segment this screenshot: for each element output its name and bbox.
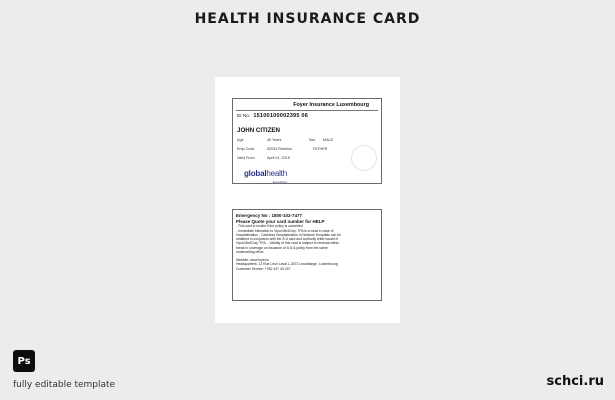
emp-code-label: Emp Code (237, 147, 255, 151)
customer-service: Customer Service: +352 437 43 437 (236, 266, 291, 271)
member-name: JOHN CITIZEN (237, 127, 280, 134)
note-line: break in coverage on issuance of Ä Ä Ä policy from the same (236, 245, 328, 250)
relation-value: FATHER (313, 147, 328, 151)
note-line: obtained in conjuction with the Ä Ä card and Authority letter issued b (236, 237, 339, 241)
website: Website: www.foyer.lu (236, 258, 270, 262)
valid-from-value: April 01, 2015 (267, 156, 290, 160)
note-line: Hospitalisation - Cashless Hospitalization in Network Hospitals can be (236, 232, 341, 237)
age-value: 45 Years (267, 138, 282, 142)
back-text (236, 213, 378, 271)
quote-card-note: Please Quote your card number for HELP (236, 218, 325, 224)
card-sheet (215, 77, 400, 323)
note-line: - Immediate intimation to Vipul MedCorp TPA is a must in case of (236, 228, 334, 233)
template-caption: fully editable template (13, 380, 116, 390)
sex-value: MALE (323, 138, 334, 142)
sex-label: Sex (309, 138, 316, 142)
id-row (237, 113, 308, 119)
globalhealth-logo: globalhealth Everything (244, 169, 287, 184)
page-title: HEALTH INSURANCE CARD (194, 11, 421, 27)
id-number: 15100100002395 06 (253, 113, 309, 119)
note-line: - This card is invalid if the policy is cancelled. (236, 224, 304, 229)
note-line: Vipul MedCorp TPA. - Validity of this card is subject to renewal within (236, 241, 340, 246)
emp-code-value: 52034 Relation (267, 147, 292, 151)
header-divider (236, 110, 378, 111)
age-label: Age (237, 138, 244, 142)
emergency-number: Emergency No : 1800-102-7477 (236, 213, 303, 218)
note-line: underwriting office. (236, 249, 265, 254)
card-front (232, 98, 382, 184)
watermark-emblem (351, 145, 377, 171)
headquarters: Headquarters: 12 Rue Léon Laval L-3372 Leudelange, Luxembourg (236, 262, 338, 267)
id-label: ID No. (237, 113, 251, 118)
photoshop-icon: Ps (13, 350, 35, 372)
valid-from-label: Valid From (237, 156, 255, 160)
card-back (232, 209, 382, 301)
site-watermark: schci.ru (546, 374, 604, 389)
insurer-name: Foyer Insurance Luxembourg (293, 102, 369, 108)
